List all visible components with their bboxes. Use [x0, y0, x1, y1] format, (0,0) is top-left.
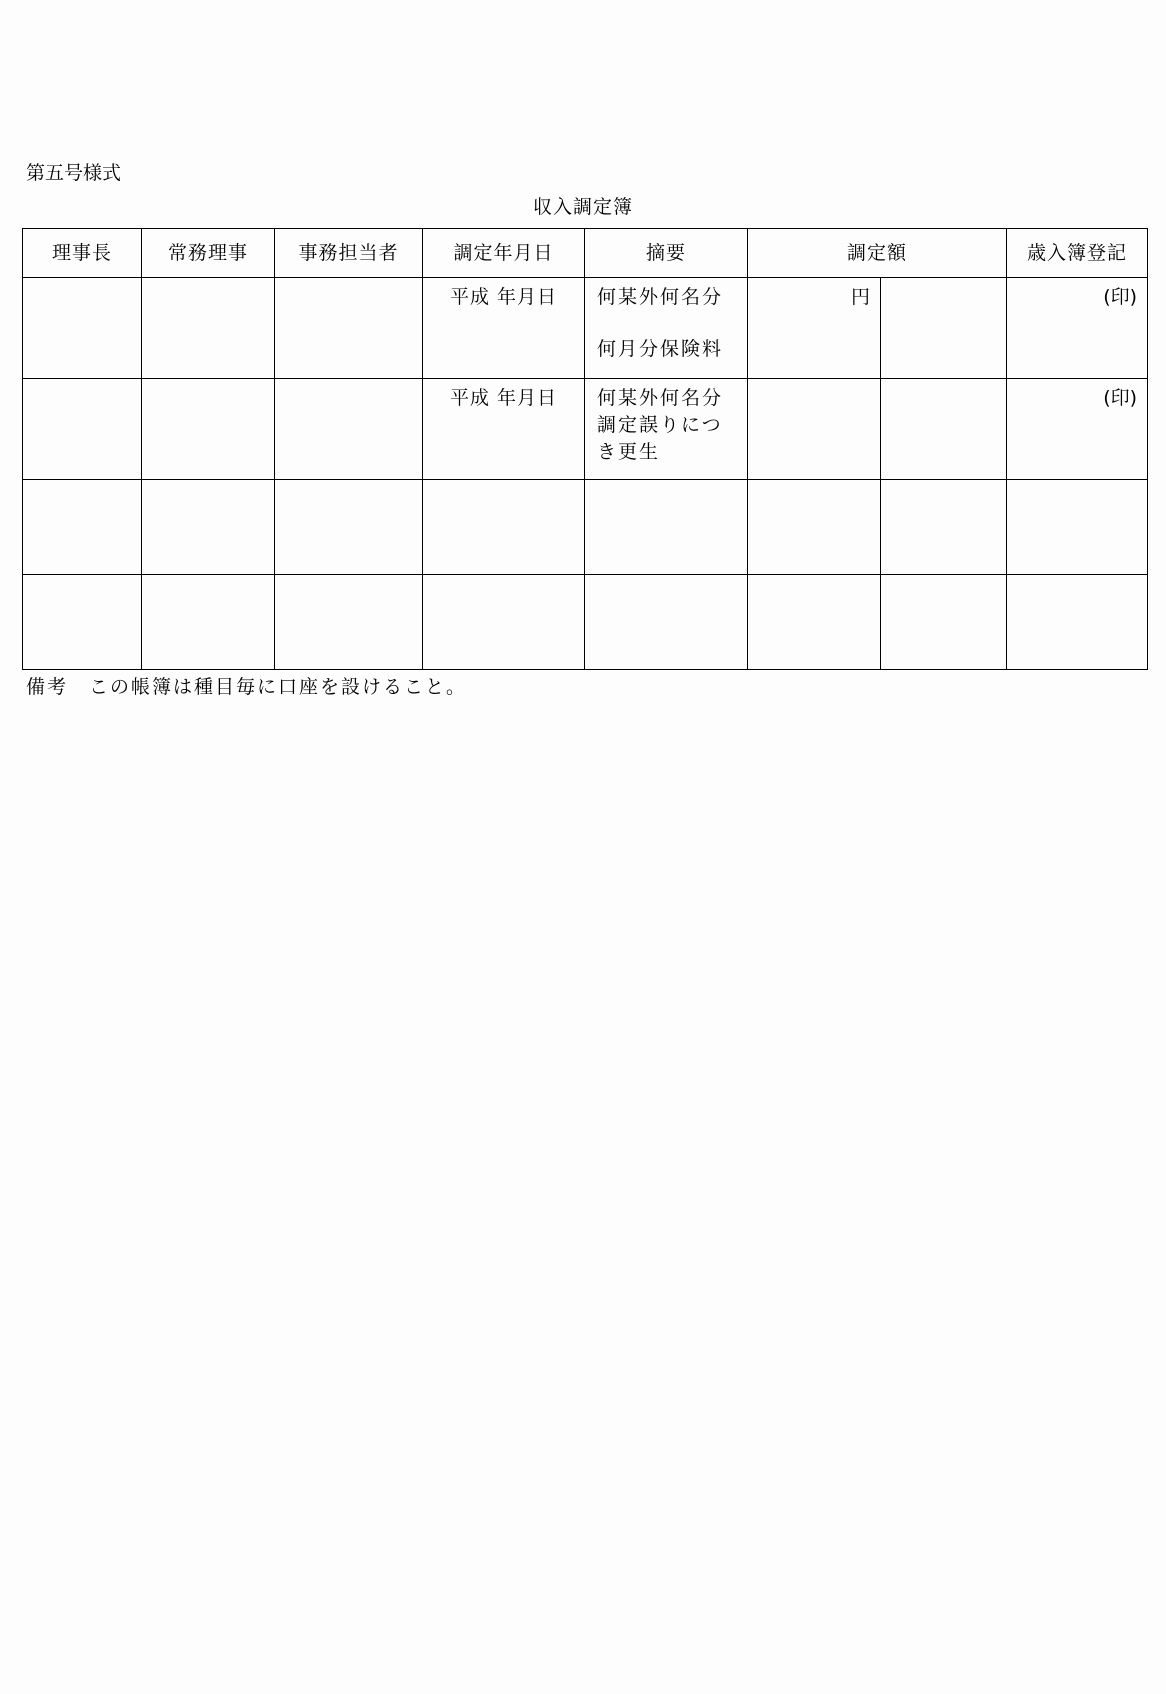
header-amount: 調定額 — [748, 229, 1007, 278]
cell-seal: (印) — [1007, 278, 1148, 379]
cell-chairman — [23, 278, 142, 379]
cell-chairman — [23, 379, 142, 480]
cell-summary: 何某外何名分調定誤りにつき更生 — [585, 379, 748, 480]
empty-cell — [23, 575, 142, 670]
cell-executive-director — [142, 278, 275, 379]
table-row — [23, 278, 1148, 379]
empty-cell — [275, 575, 423, 670]
empty-cell — [142, 480, 275, 575]
table-row — [23, 379, 1148, 480]
cell-amount-yen: 円 — [748, 278, 881, 379]
cell-executive-director — [142, 379, 275, 480]
header-revenue-book-entry: 歳入簿登記 — [1007, 229, 1148, 278]
empty-cell — [423, 480, 585, 575]
cell-summary — [585, 278, 748, 379]
header-summary: 摘要 — [585, 229, 748, 278]
empty-cell — [423, 575, 585, 670]
header-chairman: 理事長 — [23, 229, 142, 278]
header-row — [23, 229, 1148, 278]
document-title: 収入調定簿 — [532, 196, 633, 218]
cell-amount-yen — [748, 379, 881, 480]
empty-cell — [748, 480, 881, 575]
header-executive-director: 常務理事 — [142, 229, 275, 278]
cell-amount-sub — [881, 278, 1007, 379]
empty-cell — [748, 575, 881, 670]
cell-seal: (印) — [1007, 379, 1148, 480]
empty-cell — [142, 575, 275, 670]
header-assessment-date: 調定年月日 — [423, 229, 585, 278]
summary-line: 何月分保険料 — [597, 338, 724, 360]
table-row — [23, 575, 1148, 670]
cell-date: 平成 年月日 — [423, 379, 585, 480]
empty-cell — [275, 480, 423, 575]
header-clerk: 事務担当者 — [275, 229, 423, 278]
empty-cell — [585, 480, 748, 575]
ledger-table — [22, 228, 1148, 670]
cell-clerk — [275, 379, 423, 480]
cell-clerk — [275, 278, 423, 379]
cell-date: 平成 年月日 — [423, 278, 585, 379]
summary-line: 何某外何名分 — [597, 286, 724, 308]
table-row — [23, 480, 1148, 575]
empty-cell — [23, 480, 142, 575]
empty-cell — [1007, 575, 1148, 670]
empty-cell — [881, 575, 1007, 670]
empty-cell — [881, 480, 1007, 575]
remarks-note: 備考 この帳簿は種目毎に口座を設けること。 — [26, 676, 468, 698]
form-number: 第五号様式 — [26, 162, 122, 184]
empty-cell — [585, 575, 748, 670]
cell-amount-sub — [881, 379, 1007, 480]
empty-cell — [1007, 480, 1148, 575]
